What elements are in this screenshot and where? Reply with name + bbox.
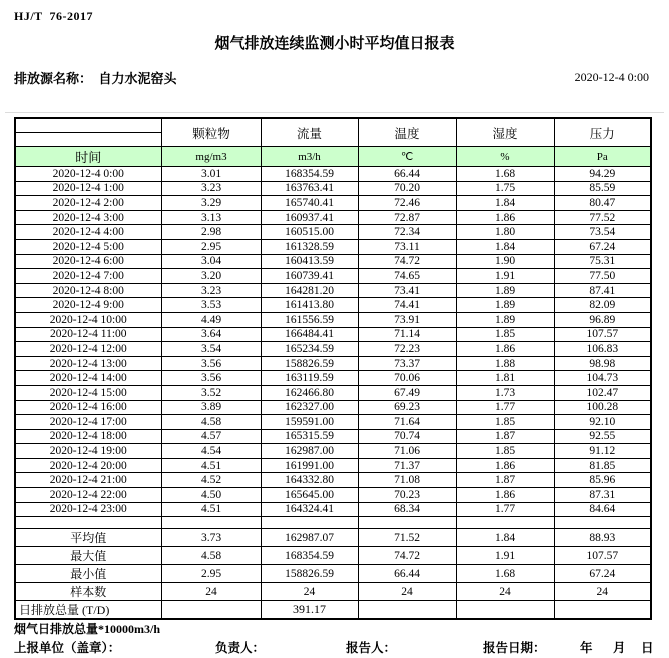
summary-label-cell: 最小值 [15, 565, 161, 583]
value-cell: 4.54 [161, 444, 261, 459]
summary-value-cell: 74.72 [358, 547, 456, 565]
value-cell: 85.96 [554, 473, 651, 488]
time-cell: 2020-12-4 5:00 [15, 239, 161, 254]
value-cell: 91.12 [554, 444, 651, 459]
spacer-cell [161, 517, 261, 529]
value-cell: 3.89 [161, 400, 261, 415]
value-cell: 1.75 [456, 181, 554, 196]
time-cell: 2020-12-4 1:00 [15, 181, 161, 196]
reporter-label: 报告人： [346, 641, 397, 655]
value-cell: 164281.20 [261, 283, 358, 298]
value-cell: 87.31 [554, 488, 651, 503]
table-row [15, 458, 651, 473]
summary-value-cell: 4.58 [161, 547, 261, 565]
value-cell: 77.50 [554, 269, 651, 284]
table-row [15, 502, 651, 517]
value-cell: 2.98 [161, 225, 261, 240]
value-cell: 2.95 [161, 239, 261, 254]
table-row [15, 181, 651, 196]
table-row [15, 327, 651, 342]
value-cell: 92.10 [554, 415, 651, 430]
value-cell: 4.50 [161, 488, 261, 503]
unit-cell-2: ℃ [358, 147, 456, 167]
value-cell: 67.24 [554, 239, 651, 254]
time-cell: 2020-12-4 14:00 [15, 371, 161, 386]
value-cell: 70.20 [358, 181, 456, 196]
value-cell: 104.73 [554, 371, 651, 386]
time-cell: 2020-12-4 3:00 [15, 210, 161, 225]
value-cell: 71.06 [358, 444, 456, 459]
value-cell: 3.20 [161, 269, 261, 284]
value-cell: 3.23 [161, 283, 261, 298]
table-row [15, 312, 651, 327]
value-cell: 166484.41 [261, 327, 358, 342]
value-cell: 1.84 [456, 239, 554, 254]
value-cell: 162987.00 [261, 444, 358, 459]
value-cell: 87.41 [554, 283, 651, 298]
table-row [15, 371, 651, 386]
daily-total-value-cell [358, 601, 456, 620]
value-cell: 75.31 [554, 254, 651, 269]
daily-total-value-cell: 391.17 [261, 601, 358, 620]
summary-value-cell: 88.93 [554, 529, 651, 547]
value-cell: 72.46 [358, 196, 456, 211]
summary-value-cell: 1.91 [456, 547, 554, 565]
value-cell: 72.87 [358, 210, 456, 225]
value-cell: 82.09 [554, 298, 651, 313]
time-cell: 2020-12-4 9:00 [15, 298, 161, 313]
time-cell: 2020-12-4 20:00 [15, 458, 161, 473]
report-table [14, 117, 652, 620]
value-cell: 1.86 [456, 342, 554, 357]
value-cell: 1.89 [456, 298, 554, 313]
emission-source-label: 排放源名称： [14, 71, 93, 86]
value-cell: 72.23 [358, 342, 456, 357]
summary-value-cell: 66.44 [358, 565, 456, 583]
value-cell: 3.64 [161, 327, 261, 342]
value-cell: 70.06 [358, 371, 456, 386]
time-cell: 2020-12-4 7:00 [15, 269, 161, 284]
value-cell: 3.13 [161, 210, 261, 225]
summary-value-cell: 24 [554, 583, 651, 601]
value-cell: 100.28 [554, 400, 651, 415]
value-cell: 1.73 [456, 385, 554, 400]
value-cell: 161556.59 [261, 312, 358, 327]
summary-label-cell: 平均值 [15, 529, 161, 547]
summary-value-cell: 168354.59 [261, 547, 358, 565]
column-header-4: 压力 [554, 118, 651, 147]
value-cell: 4.51 [161, 502, 261, 517]
value-cell: 72.34 [358, 225, 456, 240]
summary-value-cell: 24 [358, 583, 456, 601]
value-cell: 159591.00 [261, 415, 358, 430]
summary-value-cell: 3.73 [161, 529, 261, 547]
unit-cell-4: Pa [554, 147, 651, 167]
table-row [15, 415, 651, 430]
time-cell: 2020-12-4 18:00 [15, 429, 161, 444]
value-cell: 102.47 [554, 385, 651, 400]
daily-total-row [15, 601, 651, 620]
spacer-row [15, 517, 651, 529]
value-cell: 3.56 [161, 371, 261, 386]
value-cell: 70.23 [358, 488, 456, 503]
time-cell: 2020-12-4 2:00 [15, 196, 161, 211]
summary-row [15, 583, 651, 601]
summary-value-cell: 24 [456, 583, 554, 601]
value-cell: 107.57 [554, 327, 651, 342]
value-cell: 160739.41 [261, 269, 358, 284]
spacer-cell [554, 517, 651, 529]
value-cell: 73.54 [554, 225, 651, 240]
report-time: 2020-12-4 0:00 [574, 70, 649, 84]
time-cell: 2020-12-4 19:00 [15, 444, 161, 459]
time-cell: 2020-12-4 0:00 [15, 167, 161, 182]
value-cell: 106.83 [554, 342, 651, 357]
value-cell: 73.91 [358, 312, 456, 327]
value-cell: 81.85 [554, 458, 651, 473]
value-cell: 92.55 [554, 429, 651, 444]
summary-value-cell: 107.57 [554, 547, 651, 565]
table-row [15, 225, 651, 240]
value-cell: 165234.59 [261, 342, 358, 357]
value-cell: 161328.59 [261, 239, 358, 254]
table-row [15, 283, 651, 298]
value-cell: 4.52 [161, 473, 261, 488]
summary-label-cell: 最大值 [15, 547, 161, 565]
value-cell: 73.41 [358, 283, 456, 298]
unit-cell-3: % [456, 147, 554, 167]
unit-row [15, 147, 651, 167]
table-row [15, 385, 651, 400]
value-cell: 165645.00 [261, 488, 358, 503]
value-cell: 162466.80 [261, 385, 358, 400]
value-cell: 1.68 [456, 167, 554, 182]
value-cell: 1.86 [456, 488, 554, 503]
table-row [15, 254, 651, 269]
summary-label-cell: 样本数 [15, 583, 161, 601]
time-cell: 2020-12-4 6:00 [15, 254, 161, 269]
table-row [15, 429, 651, 444]
daily-total-value-cell [456, 601, 554, 620]
unit-cell-1: m3/h [261, 147, 358, 167]
spacer-cell [261, 517, 358, 529]
time-cell: 2020-12-4 17:00 [15, 415, 161, 430]
table-row [15, 444, 651, 459]
summary-row [15, 529, 651, 547]
summary-row [15, 565, 651, 583]
summary-value-cell: 24 [161, 583, 261, 601]
daily-total-label-cell: 日排放总量 (T/D) [15, 601, 161, 620]
table-row [15, 473, 651, 488]
value-cell: 67.49 [358, 385, 456, 400]
daily-total-value-cell [554, 601, 651, 620]
value-cell: 73.37 [358, 356, 456, 371]
value-cell: 3.29 [161, 196, 261, 211]
value-cell: 1.89 [456, 312, 554, 327]
value-cell: 1.91 [456, 269, 554, 284]
spacer-cell [15, 517, 161, 529]
standard-number: HJ/T 76-2017 [14, 9, 93, 23]
value-cell: 80.47 [554, 196, 651, 211]
value-cell: 1.90 [456, 254, 554, 269]
summary-value-cell: 1.68 [456, 565, 554, 583]
value-cell: 74.72 [358, 254, 456, 269]
value-cell: 85.59 [554, 181, 651, 196]
table-row [15, 356, 651, 371]
value-cell: 96.89 [554, 312, 651, 327]
value-cell: 164324.41 [261, 502, 358, 517]
value-cell: 73.11 [358, 239, 456, 254]
value-cell: 3.23 [161, 181, 261, 196]
value-cell: 1.87 [456, 473, 554, 488]
value-cell: 160515.00 [261, 225, 358, 240]
value-cell: 70.74 [358, 429, 456, 444]
value-cell: 1.84 [456, 196, 554, 211]
value-cell: 161991.00 [261, 458, 358, 473]
value-cell: 3.04 [161, 254, 261, 269]
report-unit-label: 上报单位（盖章）： [14, 641, 121, 655]
value-cell: 164332.80 [261, 473, 358, 488]
summary-value-cell: 158826.59 [261, 565, 358, 583]
emission-source-name: 自力水泥窑头 [98, 71, 177, 86]
value-cell: 71.14 [358, 327, 456, 342]
column-header-2: 温度 [358, 118, 456, 147]
value-cell: 1.80 [456, 225, 554, 240]
value-cell: 74.65 [358, 269, 456, 284]
value-cell: 69.23 [358, 400, 456, 415]
separator-line [5, 112, 664, 113]
month-label: 月 [613, 641, 626, 655]
value-cell: 1.89 [456, 283, 554, 298]
report-date-label: 报告日期： [483, 641, 546, 655]
value-cell: 66.44 [358, 167, 456, 182]
summary-value-cell: 71.52 [358, 529, 456, 547]
time-cell: 2020-12-4 21:00 [15, 473, 161, 488]
value-cell: 84.64 [554, 502, 651, 517]
time-cell: 2020-12-4 12:00 [15, 342, 161, 357]
value-cell: 1.77 [456, 400, 554, 415]
value-cell: 165740.41 [261, 196, 358, 211]
value-cell: 3.01 [161, 167, 261, 182]
flow-total-note: 烟气日排放总量*10000m3/h [14, 622, 161, 636]
value-cell: 163119.59 [261, 371, 358, 386]
value-cell: 1.88 [456, 356, 554, 371]
signature-row [0, 638, 669, 654]
table-row [15, 210, 651, 225]
value-cell: 158826.59 [261, 356, 358, 371]
table-row [15, 342, 651, 357]
column-header-1: 流量 [261, 118, 358, 147]
table-row [15, 269, 651, 284]
value-cell: 160413.59 [261, 254, 358, 269]
value-cell: 3.54 [161, 342, 261, 357]
value-cell: 168354.59 [261, 167, 358, 182]
column-header-0: 颗粒物 [161, 118, 261, 147]
value-cell: 68.34 [358, 502, 456, 517]
time-cell: 2020-12-4 23:00 [15, 502, 161, 517]
value-cell: 162327.00 [261, 400, 358, 415]
column-header-3: 湿度 [456, 118, 554, 147]
time-cell: 2020-12-4 4:00 [15, 225, 161, 240]
responsible-person-label: 负责人： [215, 641, 266, 655]
value-cell: 1.81 [456, 371, 554, 386]
page-title: 烟气排放连续监测小时平均值日报表 [214, 36, 455, 52]
time-cell: 2020-12-4 11:00 [15, 327, 161, 342]
table-row [15, 488, 651, 503]
value-cell: 74.41 [358, 298, 456, 313]
day-label: 日 [641, 641, 654, 655]
table-row [15, 400, 651, 415]
time-header-empty-cell [15, 118, 161, 133]
time-cell: 2020-12-4 13:00 [15, 356, 161, 371]
summary-value-cell: 162987.07 [261, 529, 358, 547]
time-header-empty-cell [15, 133, 161, 147]
value-cell: 1.86 [456, 458, 554, 473]
time-cell: 2020-12-4 16:00 [15, 400, 161, 415]
value-cell: 4.57 [161, 429, 261, 444]
value-cell: 3.52 [161, 385, 261, 400]
table-row [15, 196, 651, 211]
value-cell: 3.53 [161, 298, 261, 313]
value-cell: 98.98 [554, 356, 651, 371]
year-label: 年 [580, 641, 593, 655]
value-cell: 1.85 [456, 415, 554, 430]
table-row [15, 239, 651, 254]
value-cell: 4.51 [161, 458, 261, 473]
value-cell: 71.64 [358, 415, 456, 430]
value-cell: 71.37 [358, 458, 456, 473]
value-cell: 165315.59 [261, 429, 358, 444]
summary-value-cell: 24 [261, 583, 358, 601]
emission-source-row [14, 68, 177, 87]
value-cell: 3.56 [161, 356, 261, 371]
summary-value-cell: 2.95 [161, 565, 261, 583]
value-cell: 1.85 [456, 327, 554, 342]
value-cell: 163763.41 [261, 181, 358, 196]
header-row-top [15, 118, 651, 133]
time-cell: 2020-12-4 22:00 [15, 488, 161, 503]
value-cell: 1.86 [456, 210, 554, 225]
summary-row [15, 547, 651, 565]
daily-total-value-cell [161, 601, 261, 620]
spacer-cell [358, 517, 456, 529]
unit-cell-0: mg/m3 [161, 147, 261, 167]
spacer-cell [456, 517, 554, 529]
time-cell: 2020-12-4 15:00 [15, 385, 161, 400]
value-cell: 1.77 [456, 502, 554, 517]
value-cell: 1.85 [456, 444, 554, 459]
value-cell: 160937.41 [261, 210, 358, 225]
value-cell: 4.58 [161, 415, 261, 430]
summary-value-cell: 1.84 [456, 529, 554, 547]
value-cell: 71.08 [358, 473, 456, 488]
time-header-cell: 时间 [15, 147, 161, 167]
time-cell: 2020-12-4 10:00 [15, 312, 161, 327]
summary-value-cell: 67.24 [554, 565, 651, 583]
value-cell: 1.87 [456, 429, 554, 444]
value-cell: 77.52 [554, 210, 651, 225]
table-row [15, 167, 651, 182]
value-cell: 94.29 [554, 167, 651, 182]
table-row [15, 298, 651, 313]
time-cell: 2020-12-4 8:00 [15, 283, 161, 298]
value-cell: 4.49 [161, 312, 261, 327]
value-cell: 161413.80 [261, 298, 358, 313]
